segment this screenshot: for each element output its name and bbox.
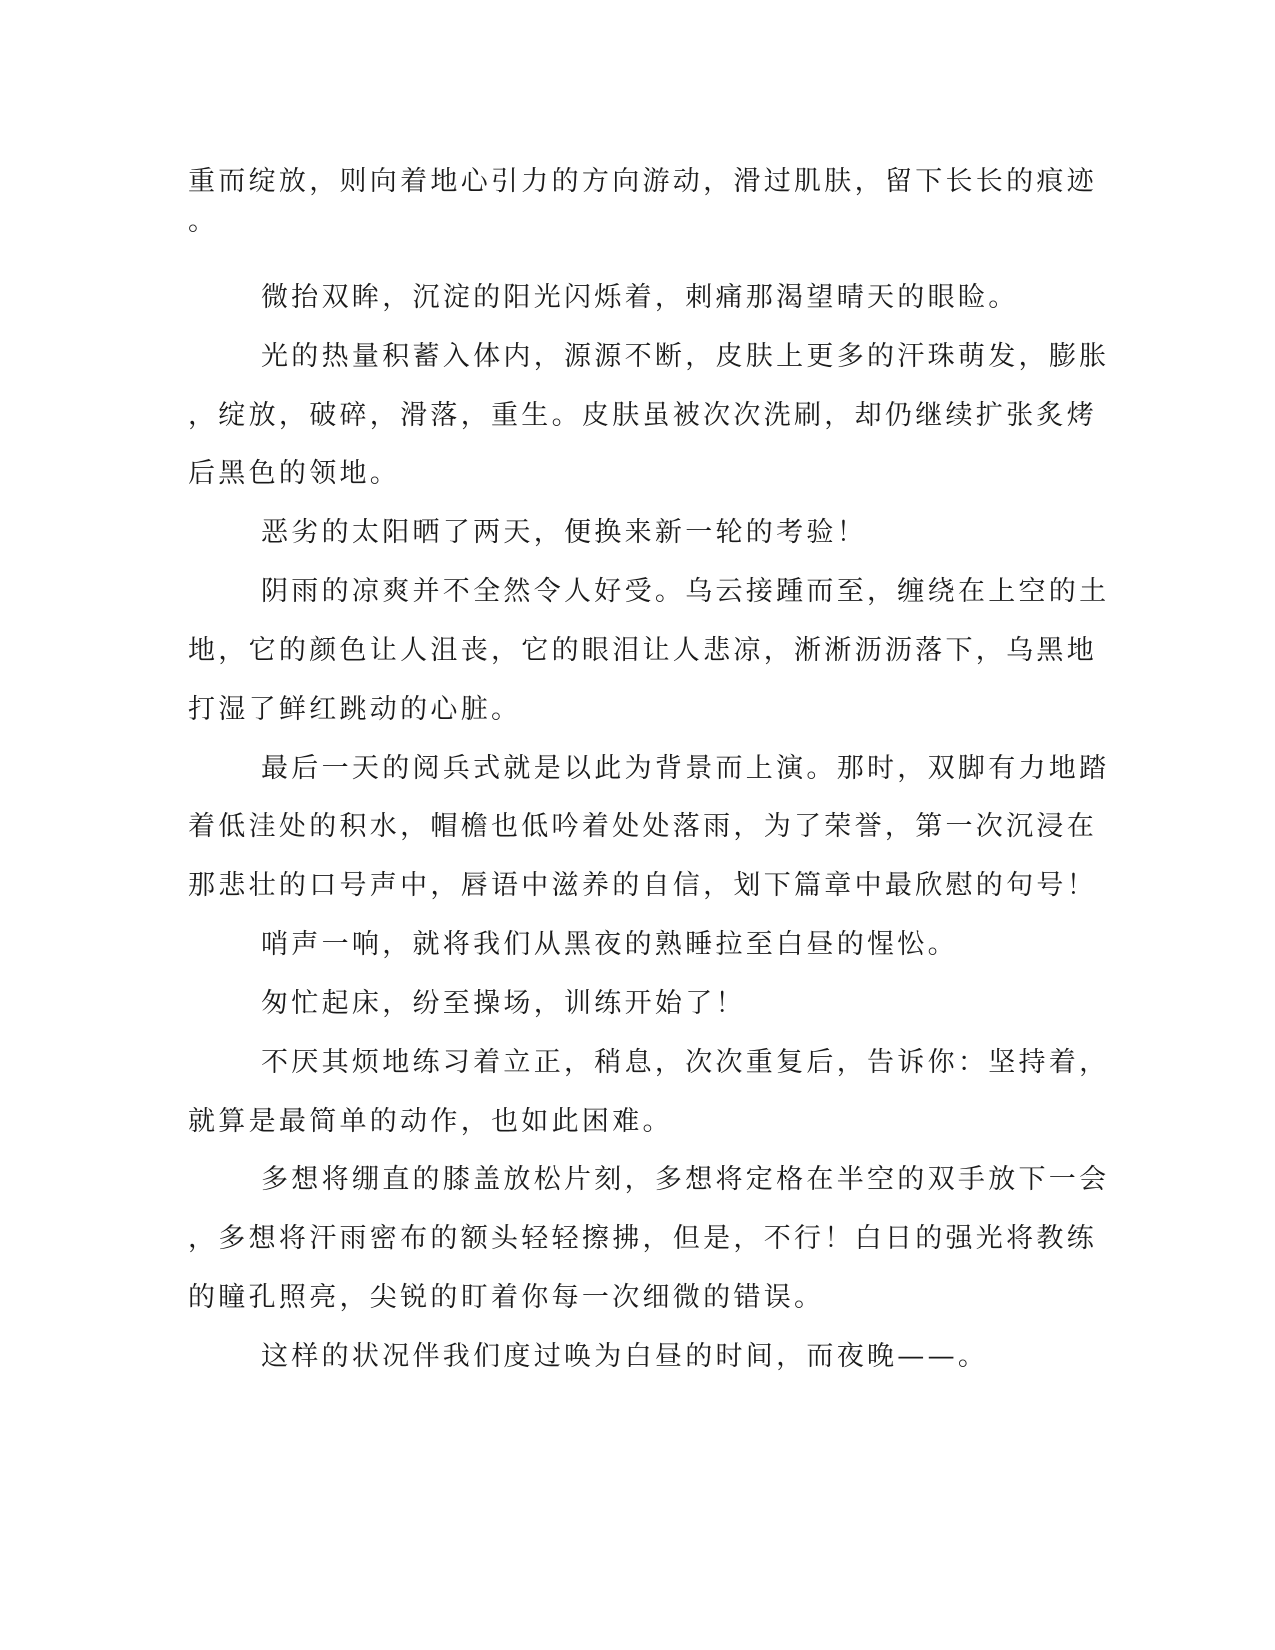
paragraph-start-line: 微抬双眸，沉淀的阳光闪烁着，刺痛那渴望晴天的眼睑。 <box>261 282 1019 313</box>
paragraph-start-line: 这样的状况伴我们度过唤为白昼的时间，而夜晚——。 <box>261 1341 989 1372</box>
text-line: 的瞳孔照亮，尖锐的盯着你每一次细微的错误。 <box>188 1282 825 1313</box>
paragraph-start-line: 不厌其烦地练习着立正，稍息，次次重复后，告诉你：坚持着， <box>261 1047 1110 1078</box>
text-line: 就算是最简单的动作，也如此困难。 <box>188 1106 673 1137</box>
paragraph-start-line: 多想将绷直的膝盖放松片刻，多想将定格在半空的双手放下一会 <box>261 1164 1110 1195</box>
text-line: 那悲壮的口号声中，唇语中滋养的自信，划下篇章中最欣慰的句号！ <box>188 870 1097 901</box>
text-line: 后黑色的领地。 <box>188 458 401 489</box>
paragraph-start-line: 哨声一响，就将我们从黑夜的熟睡拉至白昼的惺忪。 <box>261 929 958 960</box>
paragraph-start-line: 阴雨的凉爽并不全然令人好受。乌云接踵而至，缠绕在上空的土 <box>261 576 1110 607</box>
paragraph-start-line: 最后一天的阅兵式就是以此为背景而上演。那时，双脚有力地踏 <box>261 753 1110 784</box>
text-line: 重而绽放，则向着地心引力的方向游动，滑过肌肤，留下长长的痕迹 <box>188 166 1097 197</box>
paragraph-start-line: 光的热量积蓄入体内，源源不断，皮肤上更多的汗珠萌发，膨胀 <box>261 341 1110 372</box>
text-line: 地，它的颜色让人沮丧，它的眼泪让人悲凉，淅淅沥沥落下，乌黑地 <box>188 635 1097 666</box>
text-line: 着低洼处的积水，帽檐也低吟着处处落雨，为了荣誉，第一次沉浸在 <box>188 811 1097 842</box>
text-line: ，多想将汗雨密布的额头轻轻擦拂，但是，不行！白日的强光将教练 <box>188 1223 1097 1254</box>
text-line: 打湿了鲜红跳动的心脏。 <box>188 694 522 725</box>
paragraph-start-line: 恶劣的太阳晒了两天，便换来新一轮的考验！ <box>261 517 867 548</box>
text-line: 。 <box>188 206 219 237</box>
paragraph-start-line: 匆忙起床，纷至操场，训练开始了！ <box>261 988 746 1019</box>
text-line: ，绽放，破碎，滑落，重生。皮肤虽被次次洗刷，却仍继续扩张炙烤 <box>188 400 1097 431</box>
